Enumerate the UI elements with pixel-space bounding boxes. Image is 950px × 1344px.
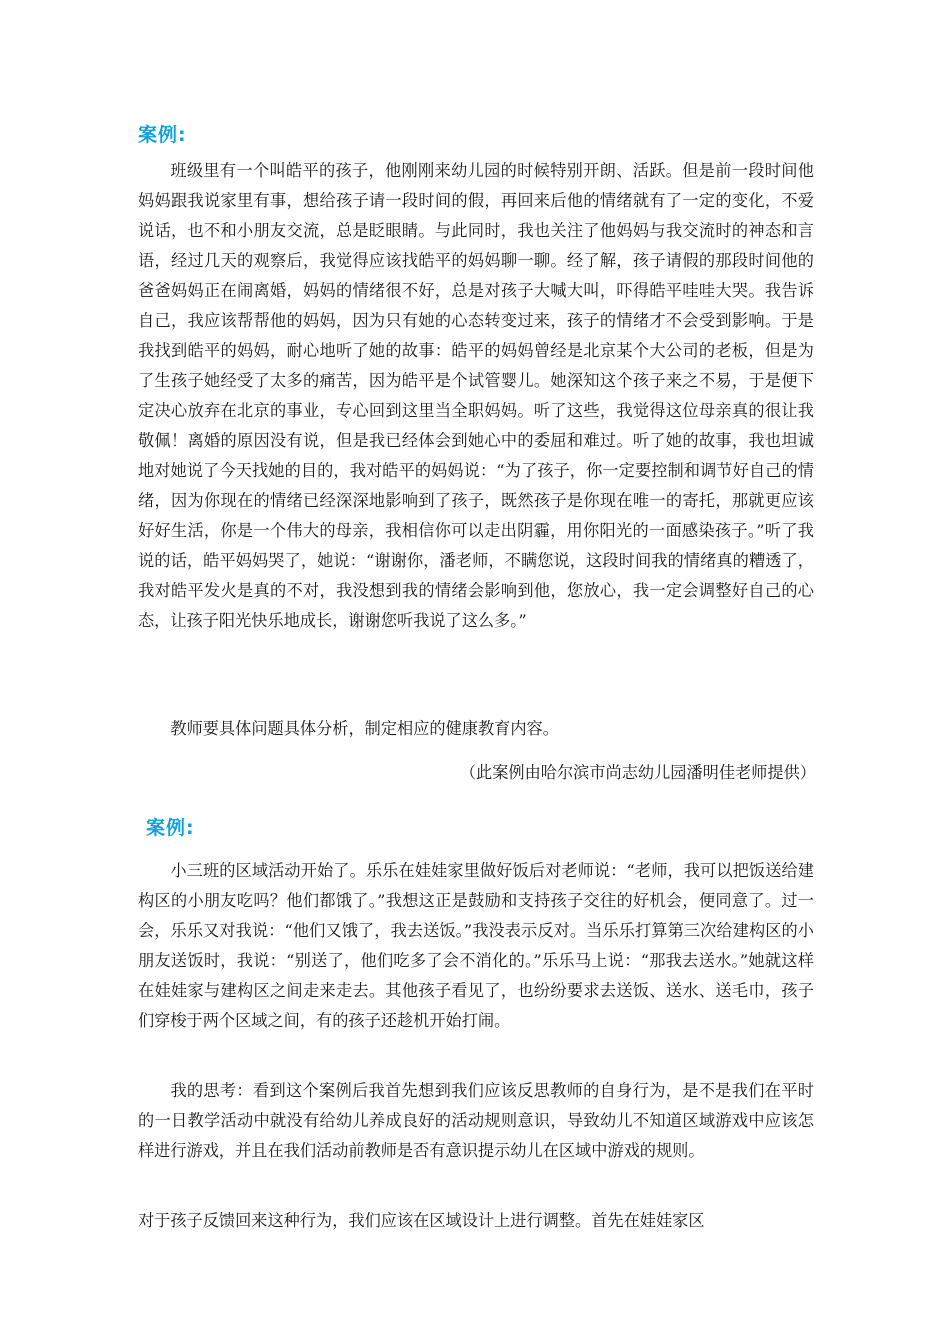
case-heading-1: 案例: (138, 124, 187, 146)
case-1-credit: （此案例由哈尔滨市尚志幼儿园潘明佳老师提供） (459, 763, 816, 782)
reflection-paragraph: 我的思考：看到这个案例后我首先想到我们应该反思教师的自身行为，是不是我们在平时的一日教学活动中就没有给幼儿养成良好的活动规则意识，导致幼儿不知道区域游戏中应该怎样进行游戏，并且在我们活动前教师是否有意识提示幼儿在区域中游戏的规则。 (138, 1081, 814, 1160)
case-heading-2: 案例: (146, 817, 195, 839)
adjustment-paragraph: 对于孩子反馈回来这种行为，我们应该在区域设计上进行调整。首先在娃娃家区 (138, 1211, 705, 1230)
case-2-paragraph: 小三班的区域活动开始了。乐乐在娃娃家里做好饭后对老师说：“老师，我可以把饭送给建构区的小朋友吃吗？他们都饿了。”我想这正是鼓励和支持孩子交往的好机会，便同意了。过一会，乐乐又对我说：“他们又饿了，我去送饭。”我没表示反对。当乐乐打算第三次给建构区的小朋友送饭时，我说：“别送了，他们吃多了会不消化的。”乐乐马上说：“那我去送水。”她就这样在娃娃家与建构区之间走来走去。其他孩子看见了，也纷纷要求去送饭、送水、送毛巾，孩子们穿梭于两个区域之间，有的孩子还趁机开始打闹。 (138, 861, 814, 1030)
case-1-paragraph: 班级里有一个叫皓平的孩子，他刚刚来幼儿园的时候特别开朗、活跃。但是前一段时间他妈妈跟我说家里有事，想给孩子请一段时间的假，再回来后他的情绪就有了一定的变化，不爱说话，也不和小朋友交流，总是眨眼睛。与此同时，我也关注了他妈妈与我交流时的神态和言语，经过几天的观察后，我觉得应该找皓平的妈妈聊一聊。经了解，孩子请假的那段时间他的爸爸妈妈正在闹离婚，妈妈的情绪很不好，总是对孩子大喊大叫，吓得皓平哇哇大哭。我告诉自己，我应该帮帮他的妈妈，因为只有她的心态转变过来，孩子的情绪才不会受到影响。于是我找到皓平的妈妈，耐心地听了她的故事：皓平的妈妈曾经是北京某个大公司的老板，但是为了生孩子她经受了太多的痛苦，因为皓平是个试管婴儿。她深知这个孩子来之不易，于是便下定决心放弃在北京的事业，专心回到这里当全职妈妈。听了这些，我觉得这位母亲真的很让我敬佩！离婚的原因没有说，但是我已经体会到她心中的委屈和难过。听了她的故事，我也坦诚地对她说了今天找她的目的，我对皓平的妈妈说：“为了孩子，你一定要控制和调节好自己的情绪，因为你现在的情绪已经深深地影响到了孩子，既然孩子是你现在唯一的寄托，那就更应该好好生活，你是一个伟大的母亲，我相信你可以走出阴霾，用你阳光的一面感染孩子。”听了我说的话，皓平妈妈哭了，她说：“谢谢你，潘老师，不瞒您说，这段时间我的情绪真的糟透了，我对皓平发火是真的不对，我没想到我的情绪会影响到他，您放心，我一定会调整好自己的心态，让孩子阳光快乐地成长，谢谢您听我说了这么多。” (138, 161, 814, 630)
case-1-conclusion: 教师要具体问题具体分析，制定相应的健康教育内容。 (170, 719, 559, 738)
